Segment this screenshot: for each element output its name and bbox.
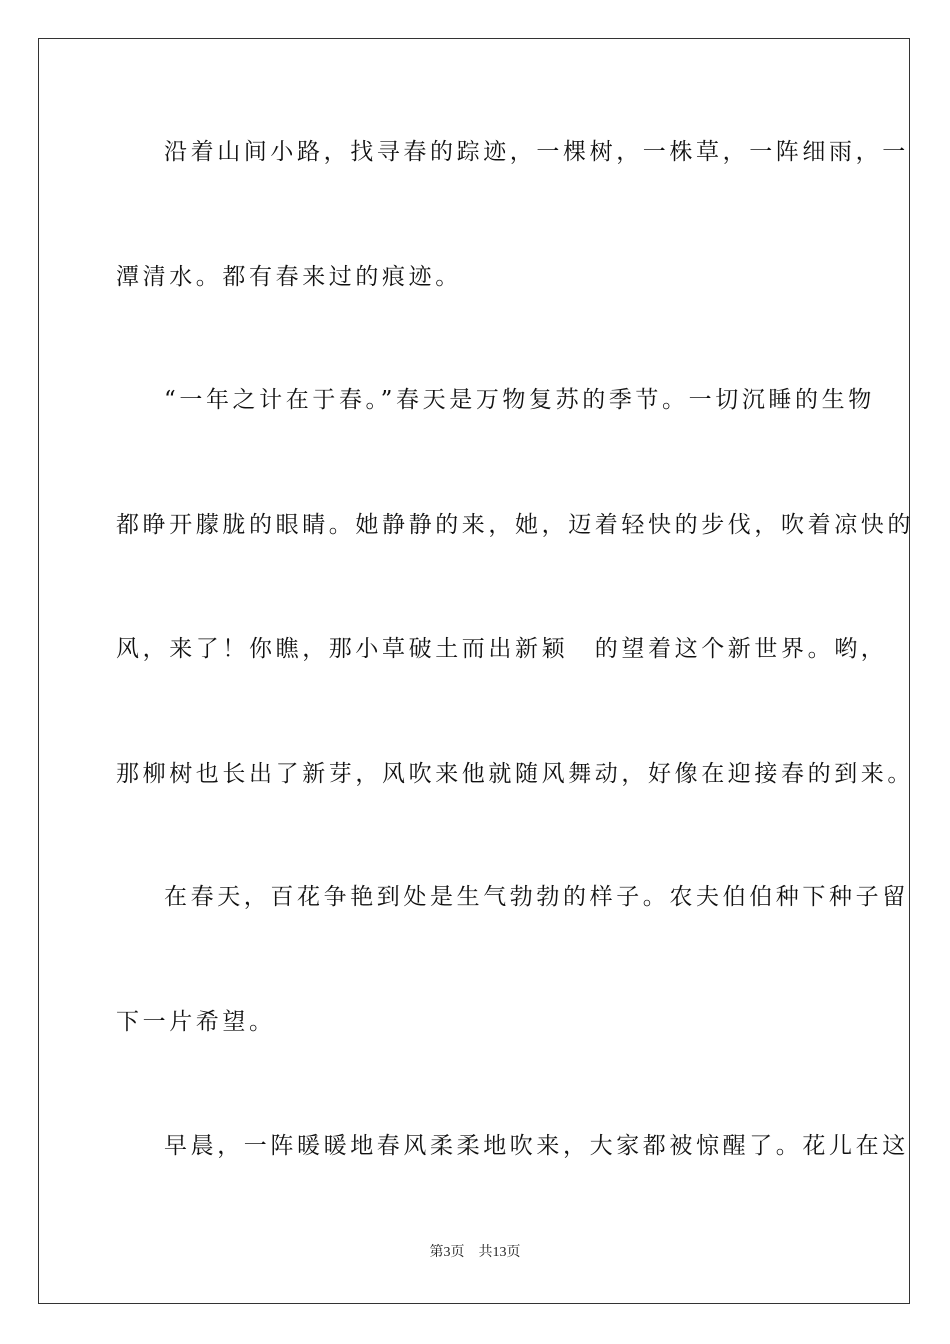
page-total: 共13页	[478, 1245, 521, 1260]
paragraph-2-line-1: “一年之计在于春。”春天是万物复苏的季节。一切沉睡的生物	[164, 387, 875, 413]
paragraph-3-line-2: 下一片希望。	[116, 1009, 276, 1035]
paragraph-1-line-2: 潭清水。都有春来过的痕迹。	[116, 264, 462, 290]
page-footer	[0, 1244, 950, 1262]
page-number: 第3页	[429, 1245, 465, 1260]
paragraph-2-line-4: 那柳树也长出了新芽，风吹来他就随风舞动，好像在迎接春的到来。	[116, 761, 914, 787]
paragraph-3-line-1: 在春天，百花争艳到处是生气勃勃的样子。农夫伯伯种下种子留	[164, 884, 909, 910]
page-border	[38, 38, 914, 1304]
paragraph-2-line-2: 都睁开朦胧的眼睛。她静静的来，她，迈着轻快的步伐，吹着凉快的	[116, 512, 914, 538]
paragraph-1-line-1: 沿着山间小路，找寻春的踪迹，一棵树，一株草，一阵细雨，一	[164, 139, 909, 165]
paragraph-2-line-3: 风，来了！你瞧，那小草破土而出新颖 的望着这个新世界。哟，	[116, 636, 888, 662]
paragraph-4-line-1: 早晨，一阵暖暖地春风柔柔地吹来，大家都被惊醒了。花儿在这	[164, 1133, 909, 1159]
